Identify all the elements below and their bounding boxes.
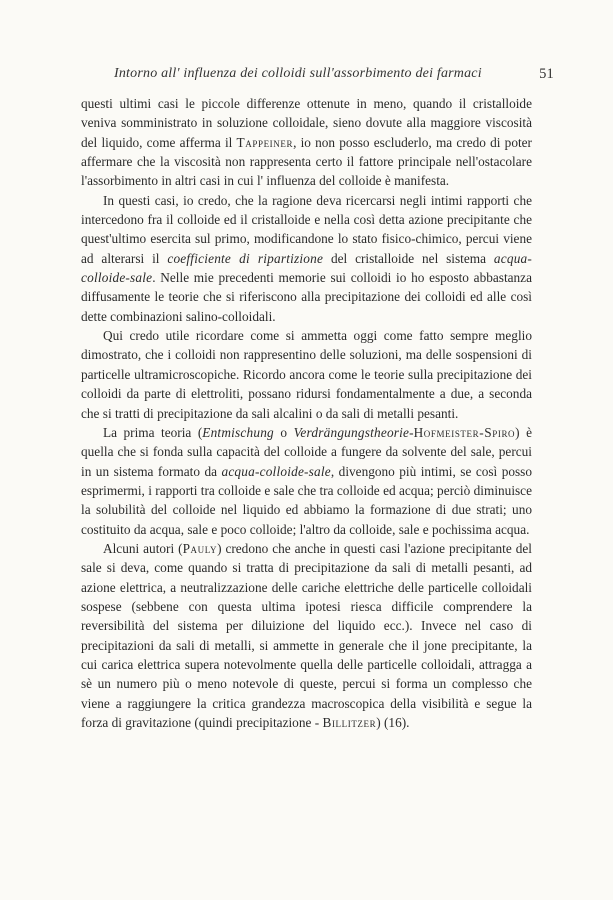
text-run: - — [409, 424, 414, 440]
text-run: ) (16). — [376, 715, 410, 730]
page-number: 51 — [539, 66, 554, 82]
italic-term: Verdrängungstheorie — [293, 424, 410, 440]
text-run: , io non posso escluderlo, ma credo di poter affermare che la viscosità non rappresenta certo il fattore principale nell'ostacolare l'assorbimento in altri casi in cui l' influenza del colloide è manifesta. — [81, 134, 532, 189]
paragraph-2 — [81, 191, 532, 326]
text-run: o — [273, 424, 294, 440]
text-run: ) credono che anche in questi casi l'azione precipitante del sale si deva, come quando si tratta di precipitazione da sali di metalli pesanti, ad azione elettrica, a neutralizzazione delle cariche elettriche delle particelle colloidali sospese (sebbene con questa ultima ipotesi riesca difficile comprendere la reversibilità del sistema per diluizione del liquido ecc.). Invece nel caso di precipitazioni da sali di metalli, si ammette in generale che il jone precipitante, la cui carica elettrica supera notevolmente quella delle particelle colloidali, attragga a sè un numero più o meno notevole di queste, percui si forma un complesso che viene a raggiungere la critica grandezza macroscopica della visibilità e segue la forza di gravitazione (quindi precipitazione - — [81, 540, 532, 730]
author-name: Billitzer — [322, 715, 377, 730]
text-run: Qui credo utile ricordare come si ammetta oggi come fatto sempre meglio dimostrato, che i colloidi non rappresentino delle soluzioni, ma delle sospensioni di particelle ultramicroscopiche. Ricordo ancora come le teorie sulla precipitazione dei colloidi da parte di elettroliti, possano ridursi fondamentalmente a due, a seconda che si tratti di precipitazione da sali alcalini o da sali di metalli pesanti. — [81, 328, 532, 421]
text-run: questi ultimi casi le piccole differenze ottenute in meno, quando il cristalloide veniva somministrato in soluzione colloidale, sieno dovute alla maggiore viscosità del liquido, come afferma il — [81, 96, 532, 150]
author-name: Hofmeister-Spiro — [413, 424, 516, 440]
italic-term: Entmischung — [202, 424, 274, 440]
text-run: . Nelle mie precedenti memorie sui colloidi io ho esposto abbastanza diffusamente le teorie che si riferiscono alla precipitazione dei colloidi ed alle così dette combinazioni salino-colloidali. — [81, 270, 532, 324]
body-text — [81, 94, 532, 732]
author-name: Pauly — [182, 540, 218, 556]
text-run: del cristalloide nel sistema — [323, 250, 494, 266]
italic-term: coefficiente di ripartizione — [167, 250, 324, 266]
text-run: In questi casi, io credo, che la ragione deva ricercarsi negli intimi rapporti che intercedono fra il colloide ed il cristalloide e nella così detta azione precipitante che quest'ultimo esercita sul primo, modificandone lo stato fisico-chimico, percui viene ad alterarsi il — [81, 192, 532, 266]
paragraph-3 — [81, 326, 532, 423]
text-run: , divengono più intimi, se così posso esprimermi, i rapporti tra colloide e sale che tra colloide ed acqua; perciò diminuisce la solubilità del colloide nel liquido ed abbiamo la formazione di due strati; uno costituito da acqua, sale e poco colloide; l'altro da colloide, sale e pochissima acqua. — [81, 463, 532, 537]
paragraph-4 — [81, 423, 532, 539]
paragraph-1 — [81, 94, 532, 191]
text-run: Alcuni autori ( — [103, 540, 183, 556]
running-title: Intorno all' influenza dei colloidi sull'assorbimento dei farmaci — [114, 66, 482, 81]
paragraph-5 — [81, 539, 532, 732]
italic-term: acqua-colloide-sale — [81, 250, 533, 286]
italic-term: acqua-colloide-sale — [221, 463, 331, 479]
author-name: Tappeiner — [236, 134, 294, 150]
text-run: ) è quella che si fonda sulla capacità del colloide a fungere da solvente del sale, percui in un sistema formato da — [81, 424, 532, 479]
text-run: La prima teoria ( — [103, 424, 203, 440]
running-header — [114, 66, 554, 86]
